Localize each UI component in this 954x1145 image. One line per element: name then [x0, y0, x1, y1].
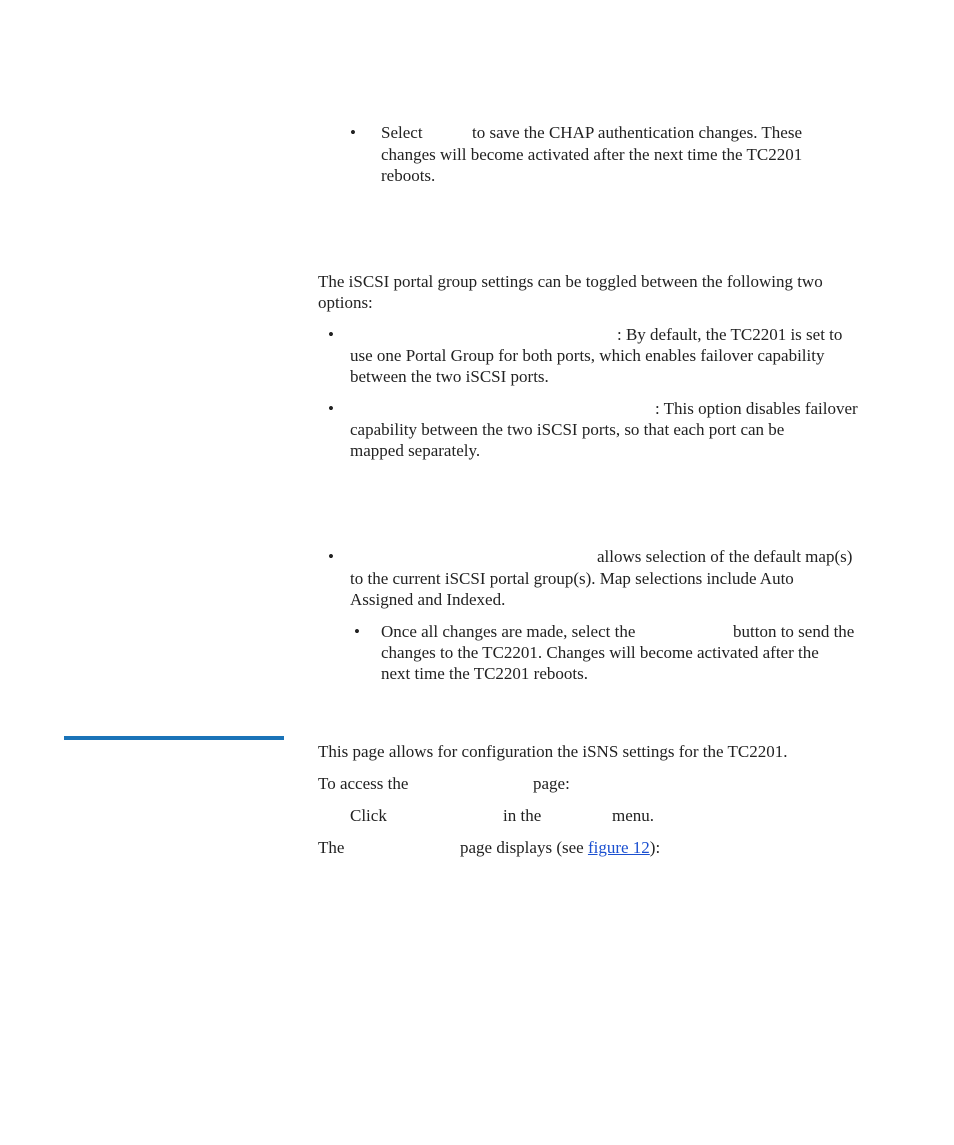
bullet-glyph: • [354, 622, 360, 641]
default-map-line-3: Assigned and Indexed. [350, 590, 506, 609]
portal-option-two-line-3: mapped separately. [350, 441, 481, 460]
portal-option-one-line-1: : By default, the TC2201 is set to [617, 325, 843, 344]
chap-save-text-end: to save the CHAP authentication changes. These [472, 123, 802, 142]
isns-click-start: Click [350, 806, 387, 825]
submit-changes-line-3: next time the TC2201 reboots. [381, 664, 588, 683]
chap-save-line-2: changes will become activated after the next time the TC2201 [381, 145, 803, 164]
section-divider-rule [64, 736, 284, 740]
portal-option-one-line-2: use one Portal Group for both ports, which enables failover capability [350, 346, 825, 365]
bullet-glyph: • [328, 325, 334, 344]
isns-displays-end: ): [649, 838, 661, 857]
submit-changes-line-1-end: button to send the [733, 622, 855, 641]
default-map-line-2: to the current iSCSI portal group(s). Map selections include Auto [350, 569, 794, 588]
isns-displays-middle: page displays (see [460, 838, 584, 857]
bullet-glyph: • [328, 399, 334, 418]
bullet-glyph: • [328, 547, 334, 566]
isns-description: This page allows for configuration the iSNS settings for the TC2201. [318, 742, 788, 761]
portal-intro-line-1: The iSCSI portal group settings can be toggled between the following two [318, 272, 823, 291]
isns-click-end: menu. [612, 806, 655, 825]
chap-save-line-3: reboots. [381, 166, 436, 185]
portal-option-one-line-3: between the two iSCSI ports. [350, 367, 549, 386]
submit-changes-line-1-start: Once all changes are made, select the [381, 622, 636, 641]
portal-option-two-line-2: capability between the two iSCSI ports, so that each port can be [350, 420, 785, 439]
chap-save-text-start: Select [381, 123, 423, 142]
isns-access-start: To access the [318, 774, 409, 793]
isns-access-end: page: [533, 774, 570, 793]
figure-12-link[interactable]: figure 12 [587, 838, 650, 857]
portal-option-two-line-1: : This option disables failover [655, 399, 858, 418]
submit-changes-line-2: changes to the TC2201. Changes will become activated after the [381, 643, 819, 662]
isns-click-middle: in the [503, 806, 542, 825]
default-map-line-1: allows selection of the default map(s) [597, 547, 853, 566]
portal-intro-line-2: options: [318, 293, 373, 312]
isns-displays-sentence [460, 837, 660, 859]
isns-displays-start: The [318, 838, 345, 857]
bullet-glyph: • [350, 123, 356, 142]
